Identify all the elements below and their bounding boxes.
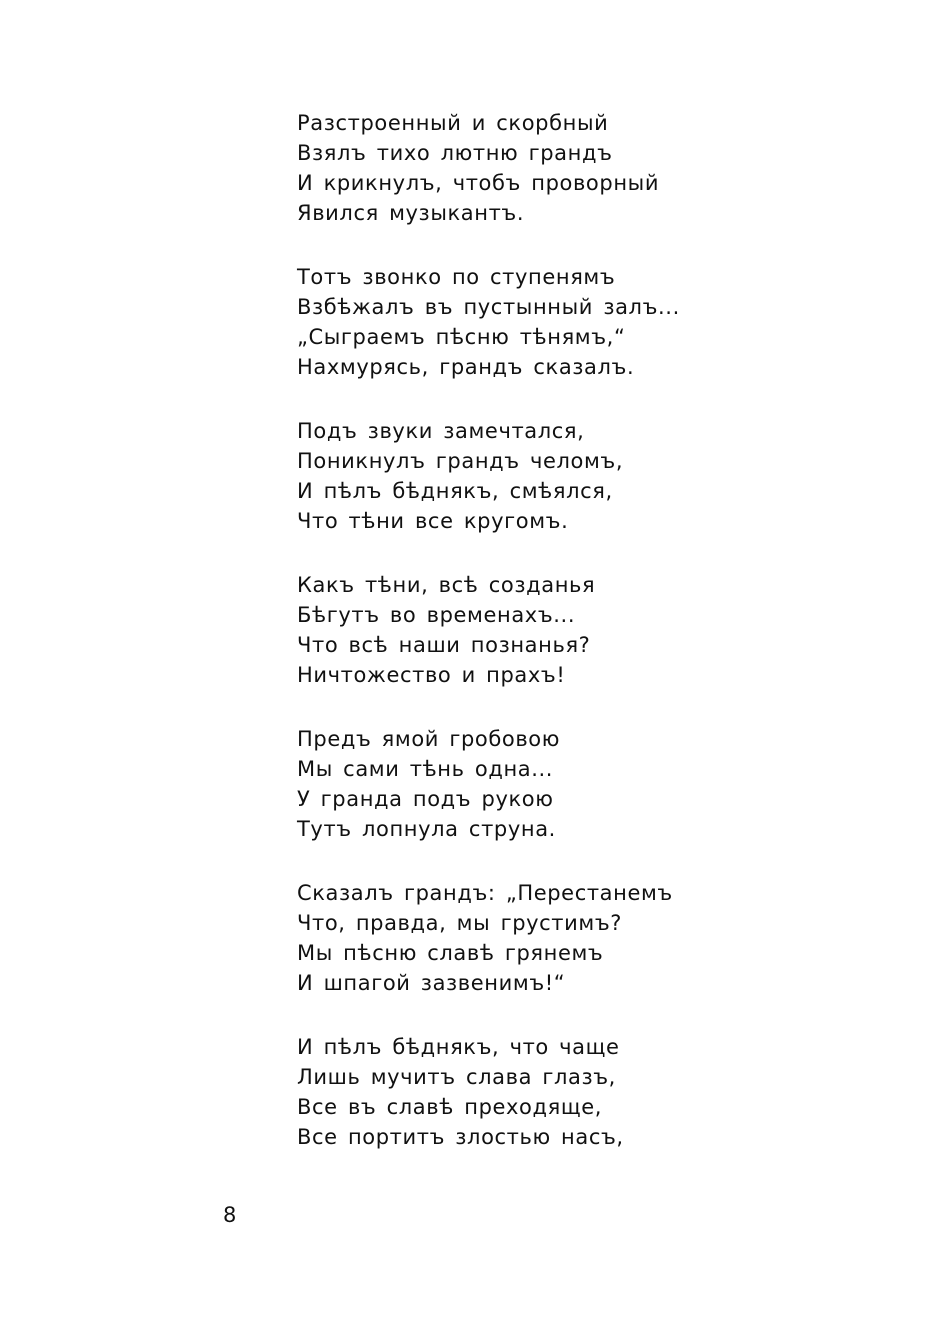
poem-line: Что тѣни все кругомъ.	[297, 509, 569, 533]
poem-line: Взбѣжалъ въ пустынный залъ...	[297, 295, 680, 319]
stanza-2	[297, 262, 817, 382]
stanza-7	[297, 1032, 817, 1152]
poem-line: Явился музыкантъ.	[297, 201, 525, 225]
poem-line: Мы пѣсню славѣ грянемъ	[297, 941, 604, 965]
page-number: 8	[223, 1203, 237, 1227]
poem-line: Поникнулъ грандъ челомъ,	[297, 449, 624, 473]
poem-line: У гранда подъ рукою	[297, 787, 554, 811]
poem-line: Ничтожество и прахъ!	[297, 663, 566, 687]
poem-line: Взялъ тихо лютню грандъ	[297, 141, 613, 165]
stanza-6	[297, 878, 817, 998]
poem-line: Тотъ звонко по ступенямъ	[297, 265, 616, 289]
poem-line: „Сыграемъ пѣсню тѣнямъ,“	[297, 325, 626, 349]
poem-line: Все въ славѣ преходяще,	[297, 1095, 603, 1119]
poem-line: Бѣгутъ во временахъ...	[297, 603, 576, 627]
poem-line: Все портитъ злостью насъ,	[297, 1125, 624, 1149]
poem-line: Лишь мучитъ слава глазъ,	[297, 1065, 616, 1089]
poem-line: Предъ ямой гробовою	[297, 727, 561, 751]
poem-line: Подъ звуки замечтался,	[297, 419, 585, 443]
stanza-4	[297, 570, 817, 690]
poem-line: Что, правда, мы грустимъ?	[297, 911, 623, 935]
poem-line: Что всѣ наши познанья?	[297, 633, 591, 657]
poem-line: Мы сами тѣнь одна...	[297, 757, 554, 781]
stanza-1	[297, 108, 817, 228]
stanza-5	[297, 724, 817, 844]
poem-line: Тутъ лопнула струна.	[297, 817, 556, 841]
poem-line: И пѣлъ бѣднякъ, смѣялся,	[297, 479, 613, 503]
poem-line: Сказалъ грандъ: „Перестанемъ	[297, 881, 673, 905]
poem-line: И шпагой зазвенимъ!“	[297, 971, 566, 995]
poem-line: Нахмурясь, грандъ сказалъ.	[297, 355, 635, 379]
poem	[297, 108, 817, 1186]
poem-line: Какъ тѣни, всѣ созданья	[297, 573, 596, 597]
poem-line: И крикнулъ, чтобъ проворный	[297, 171, 660, 195]
poem-line: И пѣлъ бѣднякъ, что чаще	[297, 1035, 620, 1059]
poem-line: Разстроенный и скорбный	[297, 111, 609, 135]
stanza-3	[297, 416, 817, 536]
